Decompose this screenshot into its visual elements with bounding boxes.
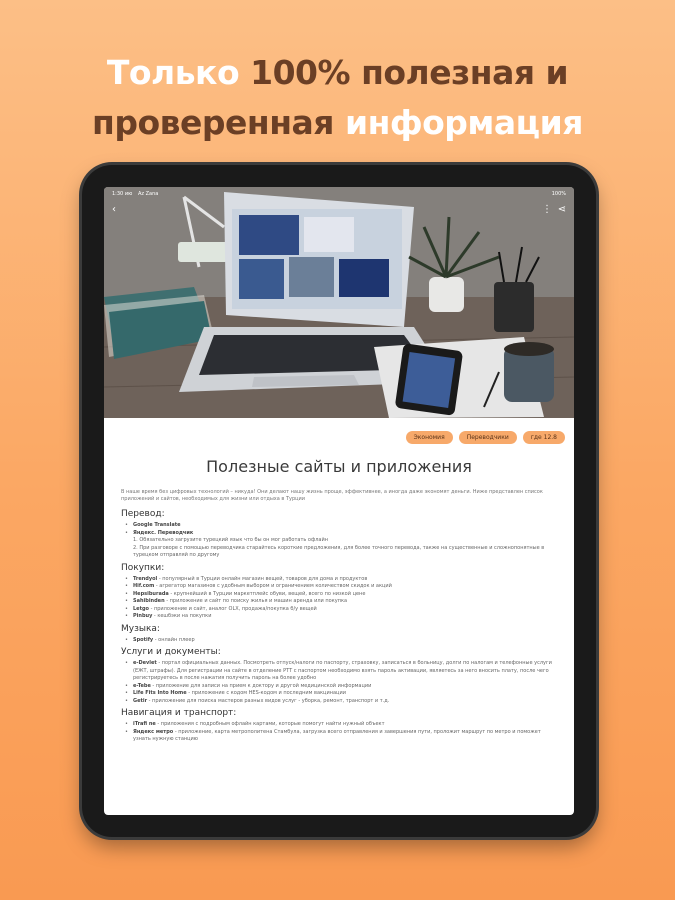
tablet-screen [104, 187, 574, 815]
article-title: Полезные сайты и приложения [206, 457, 472, 476]
back-arrow-icon[interactable]: ‹ [112, 204, 116, 215]
list-item: • Sahibinden - приложение и сайт по поиску жилья и машин аренда или покупка [121, 598, 557, 606]
list-item: • Spotify - онлайн плеер [121, 637, 557, 645]
promo-headline [0, 48, 675, 148]
tag-chip[interactable]: Экономия [406, 431, 453, 444]
list-item: • Яндекс метро - приложение, карта метрополитена Стамбула, загрузка всего отправления и завершения пути, проложит маршрут по метро и поможет узнать нужную станцию [121, 729, 557, 744]
list-item: • Hepsiburada - крупнейший в Турции маркетплейс обуви, вещей, всего по низкой цене [121, 591, 557, 599]
list-item: • iTrafi ne - приложения с подробным офлайн картами, которые помогут найти нужный объект [121, 721, 557, 729]
status-battery: 100% [551, 191, 566, 197]
section-heading: Покупки: [121, 562, 165, 573]
hero-photo [104, 187, 574, 418]
headline-line-1: Только 100% полезная и [106, 53, 569, 92]
section-heading: Перевод: [121, 509, 165, 519]
list-item: • Hif.com - агрегатор магазинов с удобным выбором и ограничением количеством скидок и акций [121, 583, 557, 591]
more-icon[interactable]: ⋮ [542, 204, 552, 215]
list-item: • e-Tebe - приложение для записи на прием к доктору и другой медицинской информации [121, 683, 557, 691]
list-item: • Life Fits Into Home - приложение с кодом HES-кодом и последним вакцинации [121, 690, 557, 698]
article-intro: В наше время без цифровых технологий – никуда! Они делают нашу жизнь проще, эффективнее, а иногда даже экономят деньги. Ниже представлен список приложений и сайтов, необходимых для жизни или отдыха в Турции [121, 489, 543, 502]
status-bar [104, 187, 574, 201]
section-heading: Музыка: [121, 623, 160, 634]
desk-laptop-illustration [104, 187, 574, 418]
status-app: Az Zana [138, 191, 159, 197]
list-item: • Яндекс. Переводчик [121, 530, 557, 538]
headline-line-2: проверенная информация [92, 103, 583, 142]
list-item: • Getir - приложение для поиска мастеров разных видов услуг - уборка, ремонт, транспорт и т.д. [121, 698, 557, 706]
list-item: • e-Devlet - портал официальных данных. Посмотреть отпуск/налоги по паспорту, страховку, записаться в больницу, долги по налогам и телефонные услуги (ЕЖТ, штрафы). Для регистрации на сайте в отделение PTT с паспортом необходимо взять пароль активации, являетесь за него вносить плату, после чего регистрируетесь в после нажатия получить пароль на более удобно [121, 660, 557, 683]
section-heading: Услуги и документы: [121, 647, 221, 657]
list-item: • Trendyol - популярный в Турции онлайн магазин вещей, товаров для дома и продуктов [121, 576, 557, 584]
list-item: • Letgo - приложение и сайт, аналог OLX, продажа/покупка б/у вещей [121, 606, 557, 614]
list-item: • Pinbuy - кешбэки на покупки [121, 613, 557, 621]
article-body [121, 489, 557, 744]
share-icon[interactable]: ⋖ [557, 204, 566, 215]
tag-list [406, 431, 565, 444]
list-item: 1. Обязательно загрузите турецкий язык что бы он мог работать офлайн [133, 537, 329, 543]
tag-chip[interactable]: где 12.8 [523, 431, 565, 444]
list-item: 2. При разговоре с помощью переводчика старайтесь короткие предложения, для более точного перевода, также на существенные и сложнопонятные в турецком отправляй по другому [133, 544, 545, 558]
tag-chip[interactable]: Переводчики [459, 431, 517, 444]
status-time: 1:30 ию [112, 191, 133, 197]
section-heading: Навигация и транспорт: [121, 708, 237, 718]
list-item: • Google Translate [121, 522, 557, 530]
